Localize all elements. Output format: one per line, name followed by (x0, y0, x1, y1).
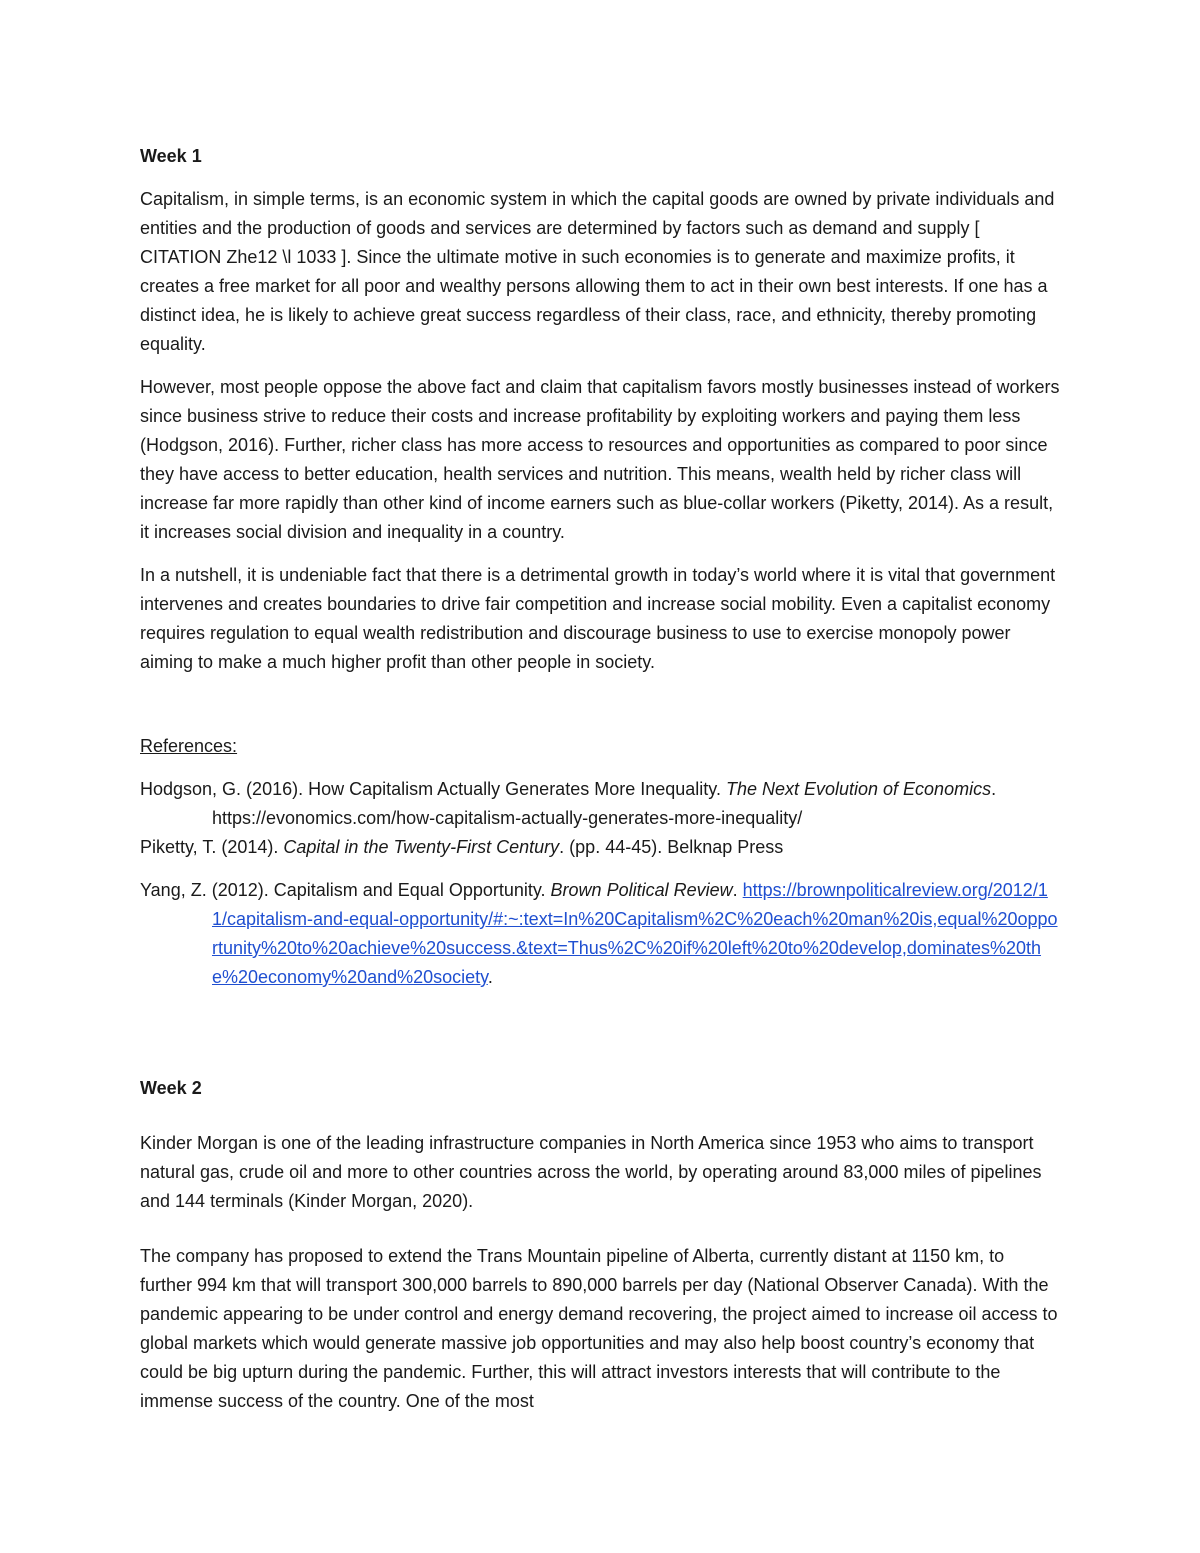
week1-paragraph-2: However, most people oppose the above fact and claim that capitalism favors mostly businesses instead of workers since business strive to reduce their costs and increase profitability by exploiting workers and paying them less (Hodgson, 2016). Further, richer class has more access to resources and opportunities as compared to poor since they have access to better education, health services and nutrition. This means, wealth held by richer class will increase far more rapidly than other kind of income earners such as blue-collar workers (Piketty, 2014). As a result, it increases social division and inequality in a country. (140, 377, 1060, 542)
reference-piketty-tail: . (pp. 44-45). Belknap Press (559, 837, 784, 857)
reference-hodgson-lead: Hodgson, G. (2016). How Capitalism Actually Generates More Inequality. (140, 779, 726, 799)
week1-paragraph-3: In a nutshell, it is undeniable fact that there is a detrimental growth in today’s world where it is vital that government intervenes and creates boundaries to drive fair competition and increase social mobility. Even a capitalist economy requires regulation to equal wealth redistribution and discourage business to use to exercise monopoly power aiming to make a much higher profit than other people in society. (140, 565, 1056, 672)
reference-yang-tail: . (487, 967, 493, 987)
week1-section (140, 142, 1060, 677)
reference-piketty-lead: Piketty, T. (2014). (140, 837, 284, 857)
week2-section (140, 1074, 1060, 1416)
week2-paragraph-2: The company has proposed to extend the Trans Mountain pipeline of Alberta, currently distant at 1150 km, to further 994 km that will transport 300,000 barrels to 890,000 barrels per day (National Observer Canada). With the pandemic appearing to be under control and energy demand recovering, the project aimed to increase oil access to global markets which would generate massive job opportunities and may also help boost country’s economy that could be big upturn during the pandemic. Further, this will attract investors interests that will contribute to the immense success of the country. One of the most (140, 1246, 1058, 1411)
reference-hodgson (140, 775, 1060, 833)
references-section (140, 732, 1060, 992)
reference-yang-source: Brown Political Review (550, 880, 733, 900)
reference-hodgson-source: The Next Evolution of Economics (725, 779, 992, 799)
references-title: References: (140, 736, 238, 756)
week2-heading: Week 2 (140, 1078, 202, 1098)
reference-yang-link[interactable]: https://brownpoliticalreview.org/2012/11/capitalism-and-equal-opportunity/#:~:text=In%20Capitalism%2C%20each%20man%20is,equal%20opportunity%20to%20achieve%20success.&text=Thus%2C%20if%20left%20to%20develop,dominates%20the%20economy%20and%20society (212, 880, 1058, 987)
week1-heading: Week 1 (140, 146, 202, 166)
reference-yang (140, 876, 1060, 992)
reference-hodgson-tail: . https://evonomics.com/how-capitalism-actually-generates-more-inequality/ (212, 779, 997, 828)
reference-yang-lead: Yang, Z. (2012). Capitalism and Equal Opportunity. (140, 880, 551, 900)
week2-paragraph-1: Kinder Morgan is one of the leading infrastructure companies in North America since 1953 who aims to transport natural gas, crude oil and more to other countries across the world, by operating around 83,000 miles of pipelines and 144 terminals (Kinder Morgan, 2020). (140, 1133, 1042, 1211)
reference-piketty (140, 833, 1060, 862)
week1-paragraph-1: Capitalism, in simple terms, is an economic system in which the capital goods are owned by private individuals and entities and the production of goods and services are determined by factors such as demand and supply [ CITATION Zhe12 \l 1033 ]. Since the ultimate motive in such economies is to generate and maximize profits, it creates a free market for all poor and wealthy persons allowing them to act in their own best interests. If one has a distinct idea, he is likely to achieve great success regardless of their class, race, and ethnicity, thereby promoting equality. (140, 189, 1055, 354)
reference-yang-sep: . (732, 880, 738, 900)
reference-piketty-source: Capital in the Twenty-First Century (283, 837, 560, 857)
